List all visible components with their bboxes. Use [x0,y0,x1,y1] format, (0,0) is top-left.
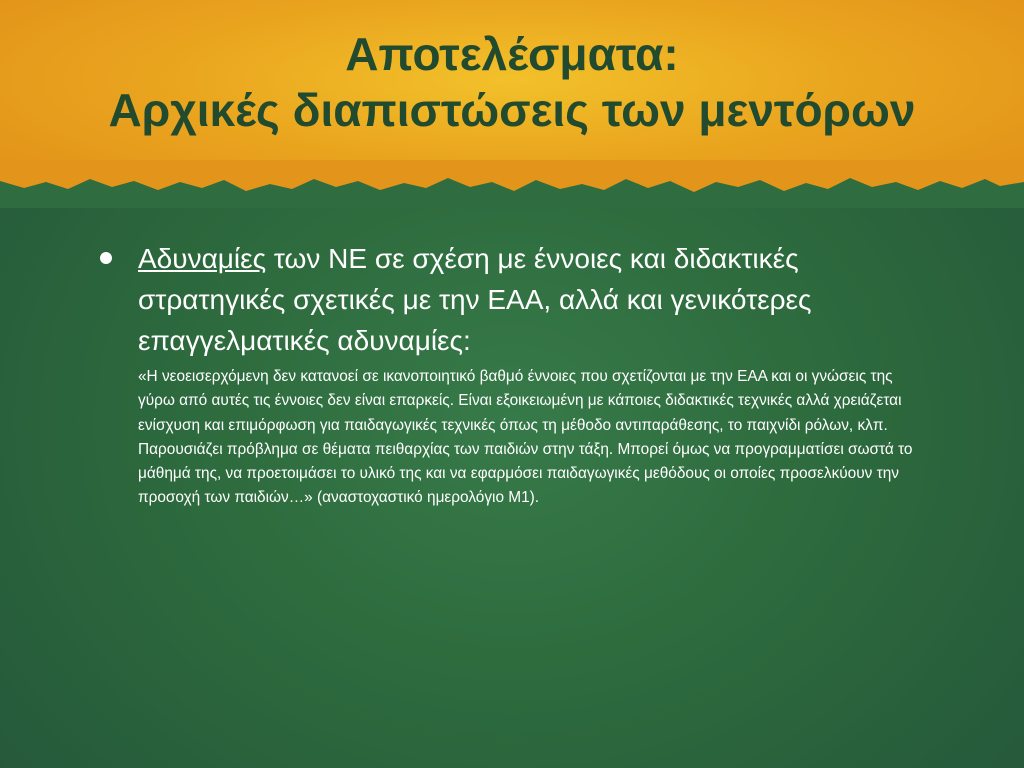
bullet-text: των ΝΕ σε σχέση με έννοιες και διδακτικές στρατηγικές σχετικές με την ΕΑΑ, αλλά και γενικότερες επαγγελματικές αδυναμίες: [138,243,812,356]
bullet-dot-icon [100,252,112,264]
banner-rough-edge [0,160,1024,208]
title-line-2: Αρχικές διαπιστώσεις των μεντόρων [108,84,916,136]
slide-content [100,238,920,511]
quote-text: «Η νεοεισερχόμενη δεν κατανοεί σε ικανοποιητικό βαθμό έννοιες που σχετίζονται με την ΕΑΑ και οι γνώσεις της γύρω από αυτές τις έννοιες δεν είναι επαρκείς. Είναι εξοικειωμένη με κάποιες διδακτικές τεχνικές αλλά χρειάζεται ενίσχυση και επιμόρφωση για παιδαγωγικές τεχνικές όπως τη μέθοδο αντιπαράθεσης, το παιχνίδι ρόλων, κλπ. Παρουσιάζει πρόβλημα σε θέματα πειθαρχίας των παιδιών στην τάξη. Μπορεί όμως να προγραμματίσει σωστά το μάθημά της, να προετοιμάσει το υλικό της και να εφαρμόσει παιδαγωγικές μεθόδους οι οποίες προσελκύουν την προσοχή των παιδιών…» (αναστοχαστικό ημερολόγιο Μ1). [138,368,913,507]
bullet-underlined-word: Αδυναμίες [138,243,267,274]
bullet-item [100,238,920,361]
title-line-1: Αποτελέσματα: [345,28,679,80]
slide-title [0,26,1024,138]
